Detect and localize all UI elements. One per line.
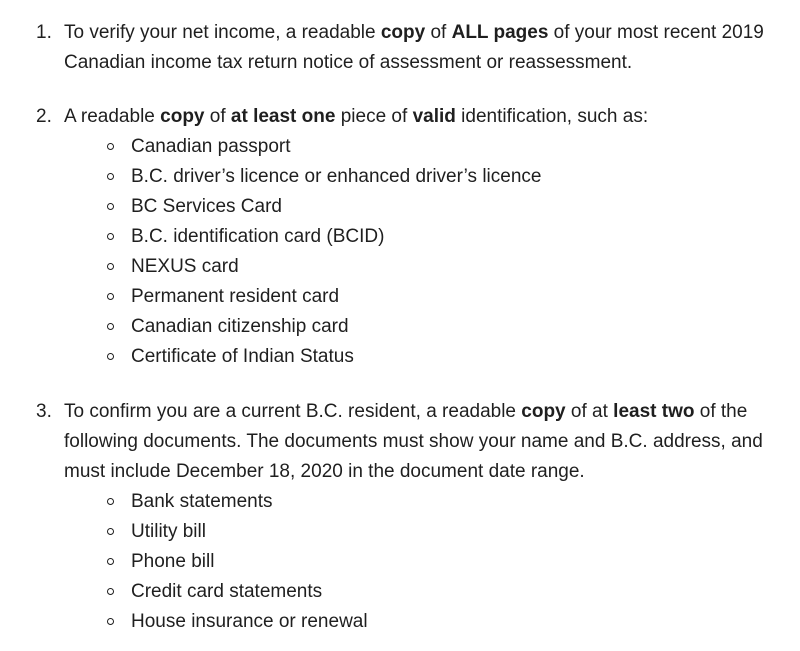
bold-text: least two — [613, 401, 695, 422]
bold-text: copy — [380, 22, 426, 43]
list-item: Bank statements — [106, 487, 800, 517]
circle-bullet-icon — [107, 173, 114, 180]
list-item: Utility bill — [106, 517, 800, 547]
list-item: House insurance or renewal — [106, 607, 800, 637]
list-item: Credit card statements — [106, 577, 800, 607]
bold-text: at least one — [230, 106, 336, 127]
item-number: 1. — [36, 22, 52, 43]
identification-list — [106, 132, 800, 372]
requirement-item-1 — [0, 18, 800, 78]
requirement-item-2 — [0, 102, 800, 372]
circle-bullet-icon — [107, 498, 114, 505]
item-text: A readable copy of at least one piece of valid identification, such as: — [64, 106, 649, 127]
circle-bullet-icon — [107, 618, 114, 625]
bold-text: ALL pages — [451, 22, 549, 43]
residency-documents-list — [106, 487, 800, 637]
list-item: B.C. driver’s licence or enhanced driver’s licence — [106, 162, 800, 192]
bold-text: copy — [160, 106, 205, 127]
list-item: B.C. identification card (BCID) — [106, 222, 800, 252]
circle-bullet-icon — [107, 558, 114, 565]
list-item: BC Services Card — [106, 192, 800, 222]
list-item: Phone bill — [106, 547, 800, 577]
list-item: Canadian citizenship card — [106, 312, 800, 342]
requirement-item-3 — [0, 397, 800, 637]
item-number: 3. — [36, 401, 52, 422]
circle-bullet-icon — [107, 353, 114, 360]
circle-bullet-icon — [107, 528, 114, 535]
item-text: To confirm you are a current B.C. resident, a readable copy of at least two of the following documents. The documents must show your name and B.C. address, and must include December 18, 2020 in the document date range. — [64, 401, 763, 482]
list-item: Certificate of Indian Status — [106, 342, 800, 372]
item-text: To verify your net income, a readable copy of ALL pages of your most recent 2019 Canadian income tax return notice of assessment or reassessment. — [64, 22, 764, 73]
circle-bullet-icon — [107, 203, 114, 210]
list-item: Permanent resident card — [106, 282, 800, 312]
bold-text: valid — [412, 106, 456, 127]
item-number: 2. — [36, 106, 52, 127]
circle-bullet-icon — [107, 263, 114, 270]
circle-bullet-icon — [107, 143, 114, 150]
list-item: Canadian passport — [106, 132, 800, 162]
circle-bullet-icon — [107, 233, 114, 240]
circle-bullet-icon — [107, 293, 114, 300]
bold-text: copy — [521, 401, 566, 422]
list-item: NEXUS card — [106, 252, 800, 282]
circle-bullet-icon — [107, 323, 114, 330]
circle-bullet-icon — [107, 588, 114, 595]
